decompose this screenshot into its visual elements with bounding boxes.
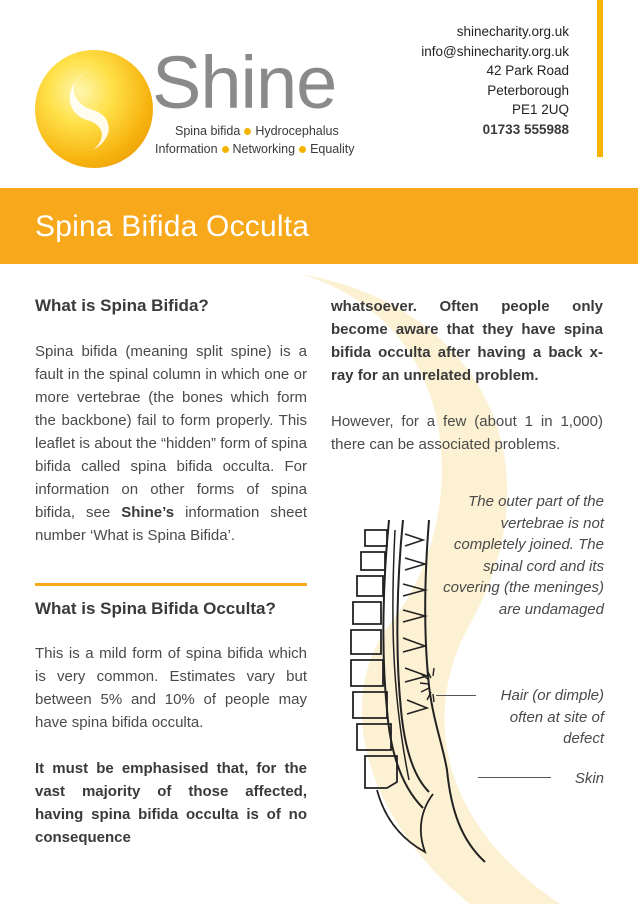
contact-postcode: PE1 2UQ <box>511 102 569 117</box>
title-band <box>0 188 638 264</box>
section-divider <box>35 583 307 586</box>
contact-phone: 01733 555988 <box>482 121 569 137</box>
dot-icon <box>222 146 229 153</box>
leader-line-skin <box>478 777 551 778</box>
left-column-2 <box>35 597 307 849</box>
contact-email[interactable]: info@shinecharity.org.uk <box>421 43 569 59</box>
paragraph-mild-form: This is a mild form of spina bifida which is very common. Estimates vary but between 5% and 10% of people may have spina bifida occulta. <box>35 645 307 731</box>
logo-swirl-icon <box>35 50 153 168</box>
paragraph-associated-problems: However, for a few (about 1 in 1,000) there can be associated problems. <box>331 413 603 453</box>
contact-website[interactable]: shinecharity.org.uk <box>456 24 569 39</box>
right-column <box>331 295 603 456</box>
tagline-networking: Networking <box>232 142 296 156</box>
paragraph-whatsoever: whatsoever. Often people only become aware that they have spina bifida occulta after having a back x-ray for an unrelated problem. <box>331 298 603 384</box>
page-title: Spina Bifida Occulta <box>35 210 310 243</box>
intro-text-shine: Shine’s <box>121 504 175 521</box>
caption-skin: Skin <box>574 770 604 787</box>
leader-line-hair <box>436 695 476 696</box>
dot-icon <box>244 128 251 135</box>
dot-icon <box>299 146 306 153</box>
contact-block <box>421 22 569 139</box>
caption-hair-dimple: Hair (or dimple) often at site of defect <box>500 687 604 747</box>
intro-text-a: Spina bifida (meaning split spine) is a fault in the spinal column in which one or more vertebrae (the bones which form the backbone) fail to form properly. This leaflet is about the “hidden” form of spina bifida called spina bifida occulta. For information on other forms of spina bifida, see <box>35 343 307 521</box>
paragraph-intro <box>35 340 307 547</box>
heading-what-is-spina-bifida: What is Spina Bifida? <box>35 296 209 315</box>
tagline-spina-bifida: Spina bifida <box>175 124 241 138</box>
tagline-1 <box>175 124 339 138</box>
contact-address-1: 42 Park Road <box>486 63 569 78</box>
tagline-2 <box>155 142 355 156</box>
header-accent-bar <box>597 0 603 157</box>
tagline-equality: Equality <box>310 142 355 156</box>
caption-outer-vertebrae: The outer part of the vertebrae is not completely joined. The spinal cord and its covering (the meninges) are undamaged <box>443 493 604 618</box>
intro-text-c: information sheet number ‘What is Spina Bifida’. <box>35 504 308 544</box>
tagline-information: Information <box>155 142 218 156</box>
contact-address-2: Peterborough <box>487 82 569 98</box>
paragraph-emphasis: It must be emphasised that, for the vast majority of those affected, having spina bifida occulta is of no consequence <box>35 760 307 846</box>
heading-what-is-occulta: What is Spina Bifida Occulta? <box>35 599 276 618</box>
left-column <box>35 294 307 547</box>
tagline-hydrocephalus: Hydrocephalus <box>255 124 339 138</box>
brand-name: Shine <box>152 41 337 124</box>
shine-logo-sun <box>35 50 153 168</box>
